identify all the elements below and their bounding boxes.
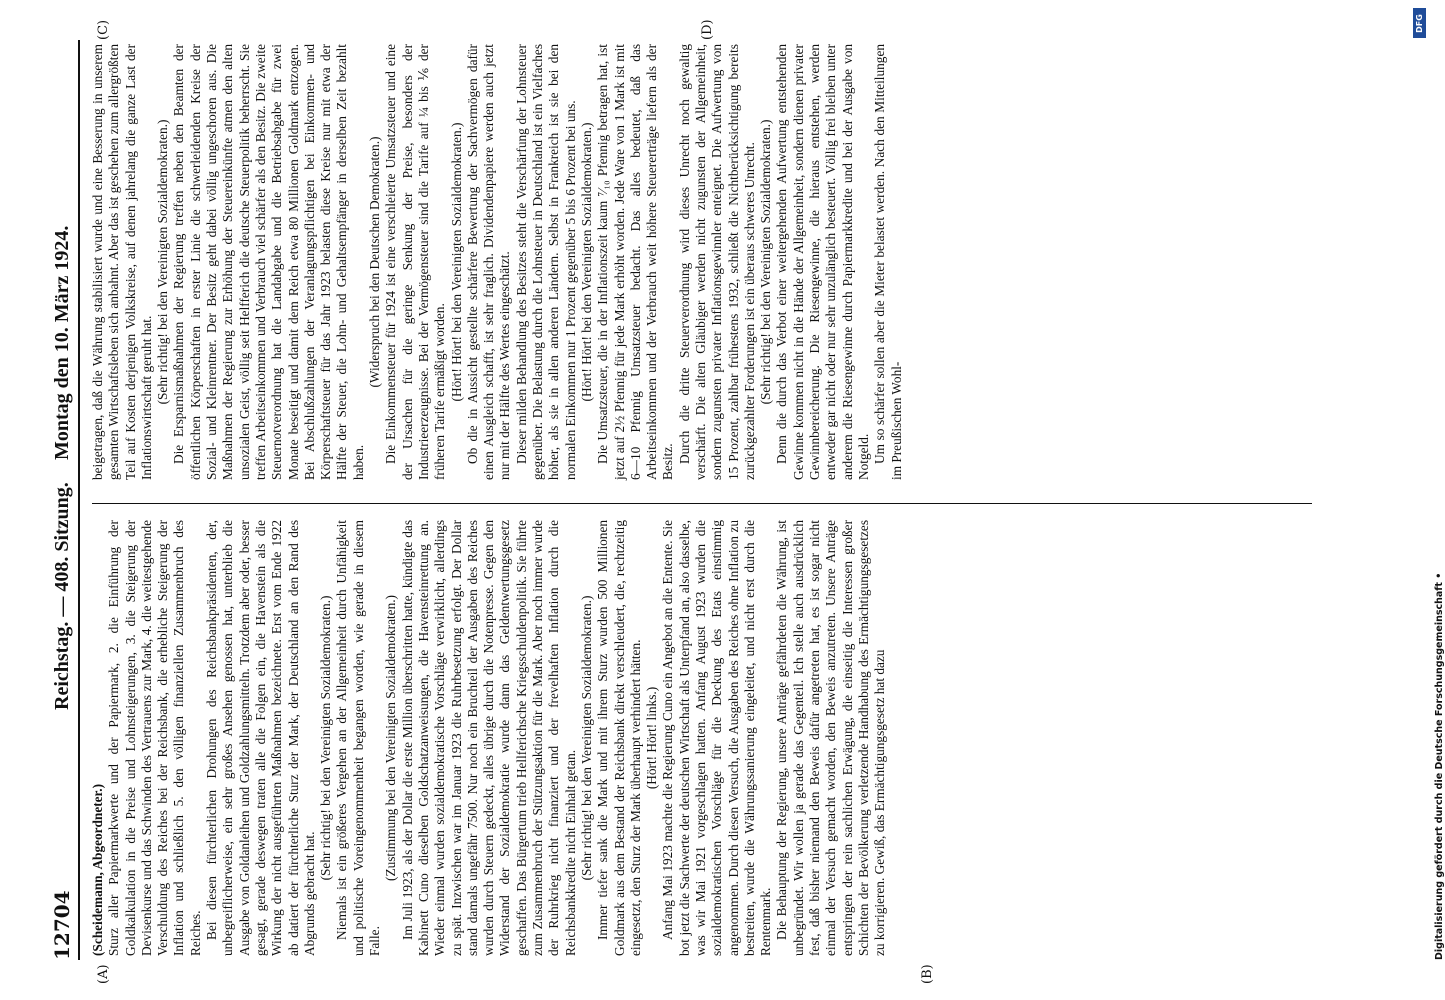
paragraph: Sturz aller Papiermarkwerte und der Papiermark, 2. die Einführung der Goldkalkulation in die Preise und Lohnsteigerungen, 3. die Steigerung der Devisenkurse und das Schwinden des Vertrauens zur Mark, 4. die weitestgehende Verschuldung des Reiches bei der Reichsbank, die erhebliche Steigerung der Inflation und schließlich 5. den völligen finanziellen Zusammenbruch des Reiches.: [106, 520, 203, 956]
paragraph: Immer tiefer sank die Mark und mit ihrem Sturz wurden 500 Millionen Goldmark aus dem Bestand der Reichsbank direkt verschleudert, die, rechtzeitig eingesetzt, den Sturz der Mark überhaupt verhindert hätten.: [595, 520, 643, 956]
margin-marker-b: (B): [920, 964, 935, 984]
interjection: (Hört! Hört! bei den Vereinigten Sozialdemokraten.): [578, 122, 594, 402]
paragraph: Durch die dritte Steuerverordnung wird dieses Unrecht noch gewaltig verschärft. Die alten Gläubiger werden nicht zugunsten der Allgemeinheit, sondern zugunsten privater Inflationsgewinnler enteignet. Die Aufwertung von 15 Prozent, zahlbar frühestens 1932, schließt die Nichtberücksichtigung bereits zurückgezahlter Forderungen ist ein überaus schweres Unrecht.: [676, 44, 757, 480]
paragraph: Im Juli 1923, als der Dollar die erste Million überschritten hatte, kündigte das Kabinett Cuno dieselben Goldschatzanweisungen, die Havensteinrettung an. Wieder einmal wurden sozialdemokratische Vorschläge verwirklicht, allerdings zu spät. Inzwischen war im Januar 1923 die Ruhrbesetzung erfolgt. Der Dollar stand damals ungefähr 7500. Nur noch ein Bruchteil der Ausgaben des Reiches wurden durch Steuern gedeckt, alles übrige durch die Notenpresse. Gegen den Widerstand der Sozialdemokratie wurde dann das Geldentwertungsgesetz geschaffen. Das Bürgertum trieb Hellferichsche Kriegsschuldenpolitik. Sie führte zum Zusammenbruch der Stützungsaktion für die Mark. Aber noch immer wurde der Ruhrkrieg nicht finanziert und der frevelhaften Inflation durch die Reichsbankkredite nicht Einhalt getan.: [399, 520, 578, 956]
dfg-sidebar: [1404, 0, 1445, 1000]
left-text-column: [90, 520, 1320, 956]
paragraph: Die Einkommensteuer für 1924 ist eine verschleierte Umsatzsteuer und eine der Ursachen für die geringe Senkung der Preise, besonders der Industrieerzeugnisse. Bei der Vermögensteuer sind die Tarife auf ¼ bis ⅙ der früheren Tarife ermäßigt worden.: [383, 44, 448, 480]
interjection: (Hört! Hört! links.): [644, 686, 660, 790]
paragraph: Denn die durch das Verbot einer weitergehenden Aufwertung entstehenden Gewinne kommen nicht in die Hände der Allgemeinheit, sondern dienen privater Gewinnbereicherung. Die Riesengewinne, die hieraus entstehen, werden entweder gar nicht oder nur sehr unzulänglich besteuert. Völlig frei bleiben unter anderem die Riesengewinne durch Papiermarkkredite und bei der Ausgabe von Notgeld.: [774, 44, 871, 480]
interjection: (Sehr richtig! bei den Vereinigten Sozialdemokraten.): [758, 119, 774, 405]
paragraph: Um so schärfer sollen aber die Mieter belastet werden. Nach den Mitteilungen im Preußischen Wohl-: [872, 44, 904, 480]
dfg-logo: DFG: [1413, 8, 1426, 38]
paragraph: Die Behauptung der Regierung, unsere Anträge gefährdeten die Währung, ist unbegründet. Wir wollen ja gerade das Gegenteil. Ich stelle auch ausdrücklich fest, daß bisher niemand den Beweis dafür angetreten hat, es ist sogar nicht einmal der Versuch gemacht worden, den Beweis anzutreten. Unsere Anträge entspringen der rein sachlichen Erwägung, die einseitig die Interessen großer Schichten der Bevölkerung verletzende Handhabung des Ermächtigungsgesetzes zu korrigieren. Gewiß, das Ermächtigungsgesetz hat dazu: [774, 520, 888, 956]
speaker-label: (Scheidemann, Abgeordneter.): [90, 784, 105, 956]
page-header: [48, 40, 80, 960]
paragraph: Anfang Mai 1923 machte die Regierung Cuno ein Angebot an die Entente. Sie bot jetzt die Sachwerte der deutschen Wirtschaft als Unterpfand an, also dasselbe, was wir Mai 1921 vorgeschlagen hatten. Anfang August 1923 wurden die sozialdemokratischen Vorschläge für die Deckung des Etats einstimmig angenommen. Durch diesen Versuch, die Ausgaben des Reiches ohne Inflation zu bestreiten, wurde die Währungssanierung eingeleitet, und nicht erst durch die Rentenmark.: [660, 520, 774, 956]
session-title: Reichstag. — 408. Sitzung.: [51, 482, 73, 710]
paragraph: beigetragen, daß die Währung stabilisiert wurde und eine Besserung in unserem gesamten Wirtschaftsleben sich anbahnt. Aber das ist geschehen zum allergrößten Teil auf Kosten derjenigen Volkskreise, auf denen jahrelang die ganze Last der Inflationswirtschaft geruht hat.: [90, 44, 154, 480]
interjection: (Hört! Hört! bei den Vereinigten Sozialdemokraten.): [448, 122, 464, 402]
paragraph: Niemals ist ein größeres Vergehen an der Allgemeinheit durch Unfähigkeit und politische Voreingenommenheit begangen worden, wie gerade in diesem Falle.: [334, 520, 383, 956]
paragraph: Die Umsatzsteuer, die in der Inflationszeit kaum ⁷⁄₁₀ Pfennig betragen hat, ist jetzt auf 2½ Pfennig für jede Mark erhöht worden. Jede Ware von 1 Mark ist mit 6—10 Pfennig Umsatzsteuer bedacht. Das alles bedeutet, daß das Arbeitseinkommen und der Verbrauch weit höhere Steuererträge liefern als der Besitz.: [595, 44, 676, 480]
interjection: (Sehr richtig! bei den Vereinigten Sozialdemokraten.): [155, 119, 171, 405]
interjection: (Sehr richtig! bei den Vereinigten Sozialdemokraten.): [318, 595, 334, 881]
session-date: Montag den 10. März 1924.: [51, 225, 73, 460]
margin-marker-d: (D): [700, 19, 715, 40]
interjection: (Zustimmung bei den Vereinigten Sozialdemokraten.): [383, 595, 399, 881]
interjection: (Widerspruch bei den Deutschen Demokraten.): [367, 136, 383, 388]
margin-marker-c: (C): [96, 19, 111, 40]
paragraph: Bei diesen fürchterlichen Drohungen des Reichsbankpräsidenten, der, unbegreiflicherweise, ein sehr großes Ansehen genossen hat, unterblieb die Ausgabe von Goldanleihen und Goldzahlungsmitteln. Trotzdem aber oder, besser gesagt, gerade deswegen traten alle die Folgen ein, die Havenstein als die Wirkung der nicht ausgeführten Maßnahmen bezeichnete. Erst vom Ende 1922 ab datiert der fürchterliche Sturz der Mark, der Deutschland an den Rand des Abgrunds gebracht hat.: [204, 520, 317, 956]
margin-marker-a: (A): [96, 964, 111, 984]
paragraph: Die Ersparnismaßnahmen der Regierung treffen neben den Beamten der öffentlichen Körperschaften in erster Linie die schwerleidenden Kreise der Sozial- und Kleinrentner. Der Besitz geht dabei völlig ungeschoren aus. Die Maßnahmen der Regierung zur Erhöhung der Steuereinkünfte atmen den alten unsozialen Geist, völlig seit Helfferich die deutsche Steuerpolitik beherrscht. Sie treffen Arbeitseinkommen und Verbrauch viel schärfer als den Besitz. Die zweite Steuernotverordnung hat die Landabgabe und die Betriebsabgabe für zwei Monate beseitigt und damit dem Reich etwa 80 Millionen Goldmark entzogen. Bei Abschlußzahlungen der Veranlagungspflichtigen bei Einkommen- und Körperschaftsteuer für das Jahr 1923 belasten diese Kreise nur mit etwa der Hälfte der Steuer, die Lohn- und Gehaltsempfänger in derselben Zeit bezahlt haben.: [171, 44, 366, 480]
right-text-column: [90, 44, 1320, 480]
interjection: (Sehr richtig! bei den Vereinigten Sozialdemokraten.): [578, 595, 594, 881]
page-number: 12704: [50, 890, 74, 960]
funding-credit: Digitalisierung gefördert durch die Deutsche Forschungsgemeinschaft •: [1434, 572, 1445, 960]
paragraph: Dieser milden Behandlung des Besitzes steht die Verschärfung der Lohnsteuer gegenüber. Die Belastung durch die Lohnsteuer in Deutschland ist ein Vielfaches höher, als sie in allen anderen Ländern. Selbst in Frankreich ist sie bei den normalen Einkommen nur 1 Prozent gegenüber 5 bis 6 Prozent bei uns.: [513, 44, 578, 480]
column-divider: [92, 503, 1312, 504]
paragraph: Ob die in Aussicht gestellte schärfere Bewertung der Sachvermögen dafür einen Ausgleich schafft, ist sehr fraglich. Dividendenpapiere werden auch jetzt nur mit der Hälfte des Wertes eingeschätzt.: [464, 44, 513, 480]
